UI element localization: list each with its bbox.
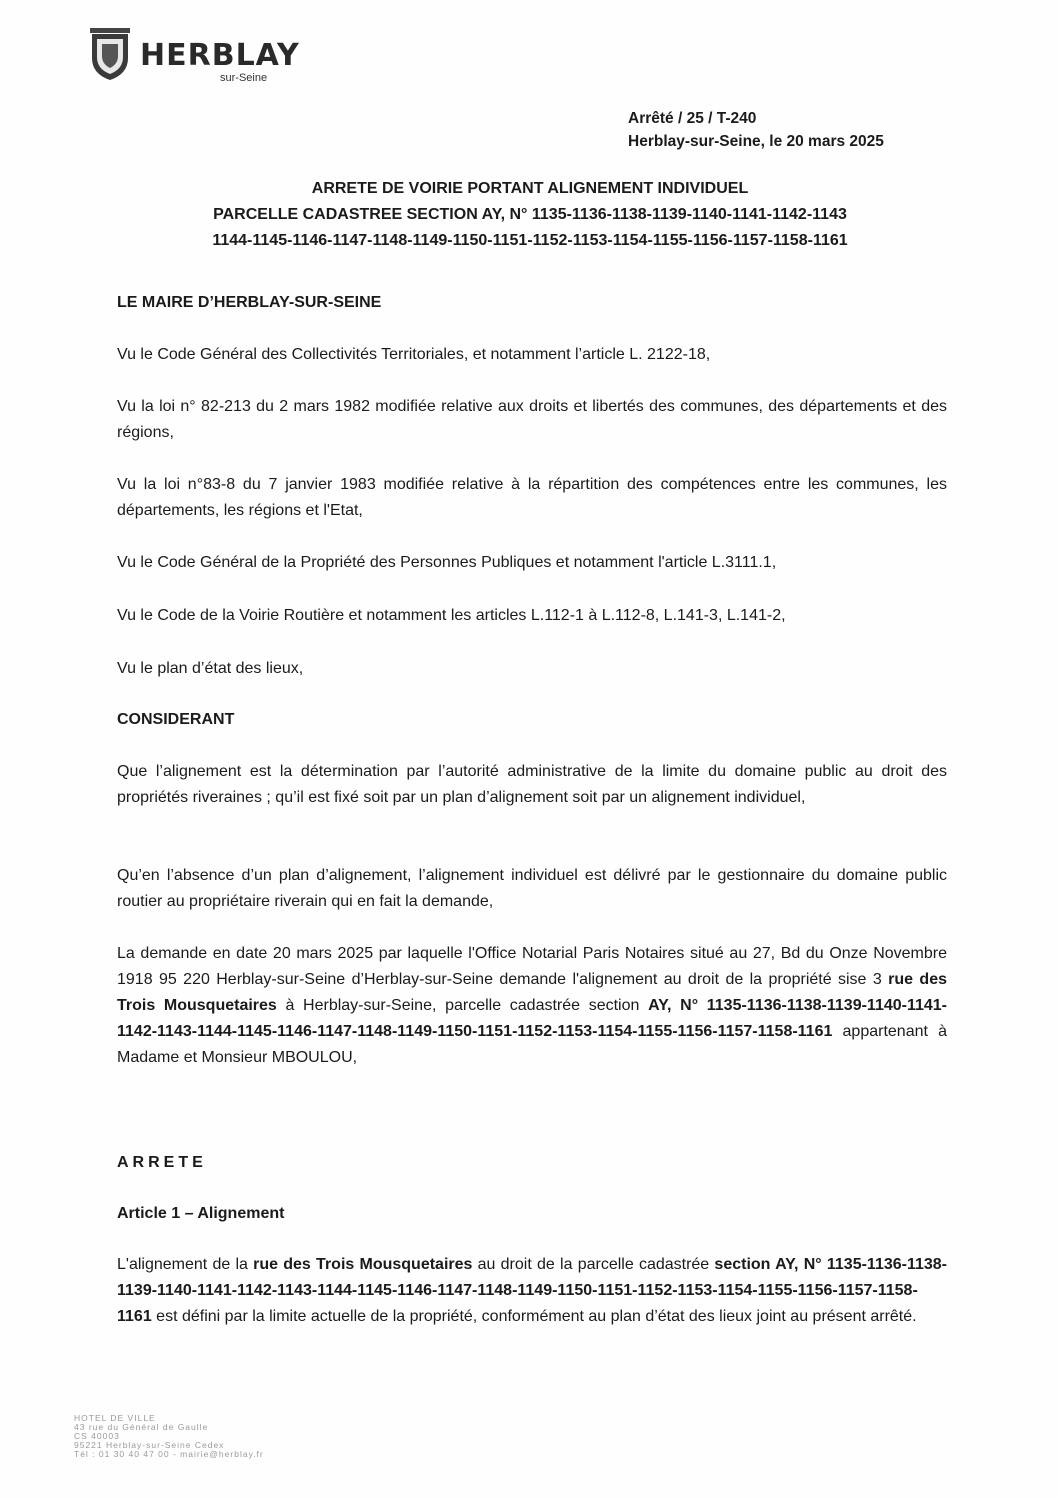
request-text-3: appartenant à Madame et Monsieur MBOULOU, (117, 1023, 947, 1066)
article-1-paragraph (117, 1252, 947, 1330)
vu-paragraph-5: Vu le Code de la Voirie Routière et notamment les articles L.112-1 à L.112-8, L.141-3, L.141-2, (117, 607, 786, 624)
vu-paragraph-4: Vu le Code Général de la Propriété des Personnes Publiques et notamment l'article L.3111.1, (117, 554, 777, 571)
article-1-text-1: L'alignement de la (117, 1256, 254, 1273)
arrete-heading: ARRETE (117, 1154, 207, 1171)
request-paragraph (117, 941, 947, 1071)
article-1-street: rue des Trois Mousquetaires (253, 1256, 473, 1273)
footer-line-1: HOTEL DE VILLE (74, 1413, 156, 1423)
article-1-heading: Article 1 – Alignement (117, 1205, 285, 1222)
logo-subtitle: sur-Seine (220, 72, 268, 84)
article-1-parcels: section AY, N° 1135-1136-1138-1139-1140-1141-1142-1143-1144-1145-1146-1147-1148-1149-1150-1151-1152-1153-1154-1155-1156-1157-1158-1161 (117, 1256, 947, 1325)
document-title (100, 176, 960, 254)
request-text-2: à Herblay-sur-Seine, parcelle cadastrée section (276, 997, 649, 1014)
title-line-1: ARRETE DE VOIRIE PORTANT ALIGNEMENT INDIVIDUEL (311, 180, 749, 197)
considerant-paragraph-1: Que l’alignement est la détermination par l’autorité administrative de la limite du domaine public au droit des propriétés riveraines ; qu’il est fixé soit par un plan d’alignement soit par un alignement individuel, (117, 763, 947, 806)
decree-number: Arrêté / 25 / T-240 (628, 110, 757, 127)
logo-name: HERBLAY (140, 38, 300, 73)
request-text-1: La demande en date 20 mars 2025 par laquelle l'Office Notarial Paris Notaires situé au 27, Bd du Onze Novembre 1918 95 220 Herblay-sur-Seine d’Herblay-sur-Seine demande l'alignement au droit de la propriété sise 3 (117, 945, 947, 988)
mayor-heading: LE MAIRE D’HERBLAY-SUR-SEINE (117, 294, 382, 311)
considerant-paragraph-2: Qu’en l’absence d’un plan d’alignement, l’alignement individuel est délivré par le gestionnaire du domaine public routier au propriétaire riverain qui en fait la demande, (117, 867, 947, 910)
vu-paragraph-2: Vu la loi n° 82-213 du 2 mars 1982 modifiée relative aux droits et libertés des communes, des départements et des régions, (117, 398, 947, 441)
herblay-logo (88, 26, 318, 88)
decree-reference (628, 107, 884, 153)
footer-line-3: CS 40003 (74, 1431, 120, 1441)
request-parcels: AY, N° 1135-1136-1138-1139-1140-1141-1142-1143-1144-1145-1146-1147-1148-1149-1150-1151-1152-1153-1154-1155-1156-1157-1158-1161 (117, 997, 948, 1040)
footer-line-5: Tél : 01 30 40 47 00 - mairie@herblay.fr (74, 1449, 264, 1459)
city-crest-icon (88, 28, 132, 82)
title-line-2: PARCELLE CADASTREE SECTION AY, N° 1135-1136-1138-1139-1140-1141-1142-1143 (213, 206, 847, 223)
considerant-heading: CONSIDERANT (117, 711, 235, 728)
vu-paragraph-1: Vu le Code Général des Collectivités Territoriales, et notamment l’article L. 2122-18, (117, 346, 711, 363)
article-1-text-2: au droit de la parcelle cadastrée (472, 1256, 715, 1273)
request-street: rue des Trois Mousquetaires (117, 971, 947, 1014)
title-line-3: 1144-1145-1146-1147-1148-1149-1150-1151-1152-1153-1154-1155-1156-1157-1158-1161 (212, 232, 848, 249)
decree-place-date: Herblay-sur-Seine, le 20 mars 2025 (628, 133, 884, 150)
vu-paragraph-3: Vu la loi n°83-8 du 7 janvier 1983 modifiée relative à la répartition des compétences entre les communes, les départements, les régions et l'Etat, (117, 476, 947, 519)
city-hall-address (74, 1414, 264, 1459)
vu-paragraph-6: Vu le plan d’état des lieux, (117, 660, 304, 677)
article-1-text-3: est défini par la limite actuelle de la propriété, conformément au plan d’état des lieux joint au présent arrêté. (151, 1308, 917, 1325)
footer-line-2: 43 rue du Général de Gaulle (74, 1422, 209, 1432)
footer-line-4: 95221 Herblay-sur-Seine Cedex (74, 1440, 225, 1450)
